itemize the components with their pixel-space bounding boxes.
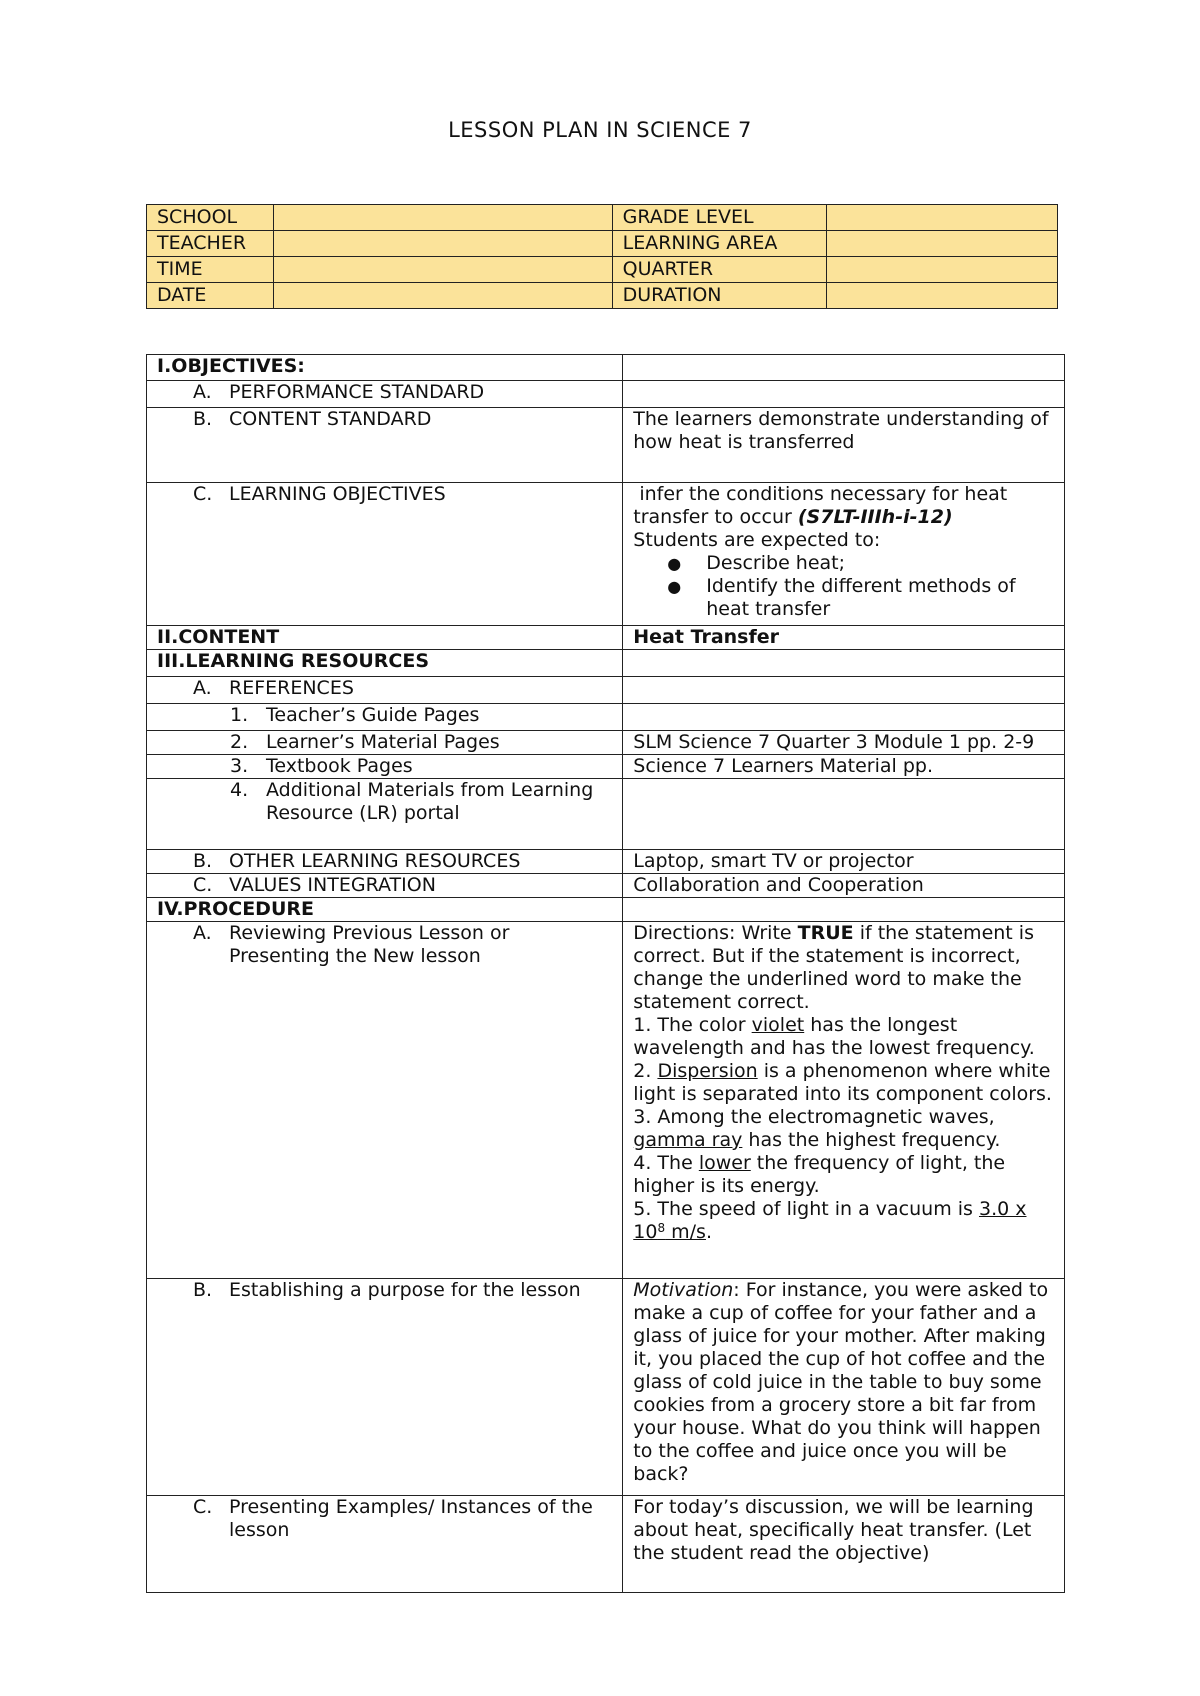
- learning-area-value[interactable]: [827, 231, 1058, 257]
- duration-label: DURATION: [612, 283, 827, 309]
- reviewing-lesson-row: [147, 922, 623, 1279]
- performance-standard-row: [147, 381, 623, 408]
- duration-value[interactable]: [827, 283, 1058, 309]
- learners-material-label: Learner’s Material Pages: [266, 731, 500, 753]
- content-standard-label: CONTENT STANDARD: [229, 408, 432, 430]
- textbook-label: Textbook Pages: [266, 755, 413, 777]
- reviewing-lesson-value: Directions: Write TRUE if the statement is correct. But if the statement is incorrect, change the underlined word to make the statement correct. 1. The color violet has the longest wavelength and has the lowest frequency. 2. Dispersion is a phenomenon where white light is separated into its component colors. 3. Among the electromagnetic waves, gamma ray has the highest frequency. 4. The lower the frequency of light, the higher is its energy. 5. The speed of light in a vacuum is 3.0 x $10^8$ m/s.: [623, 922, 1065, 1279]
- establishing-purpose-value: [623, 1279, 1065, 1496]
- objectives-heading: I.OBJECTIVES:: [147, 355, 623, 381]
- time-value[interactable]: [274, 257, 613, 283]
- establishing-purpose-mark: B.: [193, 1279, 213, 1301]
- reviewing-lesson-label: Reviewing Previous Lesson or Presenting the New lesson: [229, 922, 510, 967]
- other-resources-row: [147, 850, 623, 874]
- references-label: REFERENCES: [229, 677, 354, 699]
- expected-text: Students are expected to:: [633, 529, 881, 551]
- grade-level-label: GRADE LEVEL: [612, 205, 827, 231]
- values-integration-value: Collaboration and Cooperation: [623, 874, 1065, 898]
- textbook-value: Science 7 Learners Material pp.: [623, 755, 1065, 779]
- question-4: 4. The lower the frequency of light, the higher is its energy.: [633, 1152, 1012, 1197]
- teachers-guide-value: [623, 704, 1065, 731]
- content-heading: II.CONTENT: [147, 626, 623, 650]
- grade-level-value[interactable]: [827, 205, 1058, 231]
- teachers-guide-row: [147, 704, 623, 731]
- teacher-value[interactable]: [274, 231, 613, 257]
- motivation-label: Motivation: [633, 1279, 734, 1301]
- additional-materials-value: [623, 779, 1065, 850]
- motivation-text: : For instance, you were asked to make a cup of coffee for your father and a glass of juice for your mother. After making it, you placed the cup of hot coffee and the glass of cold juice in the table to buy some cookies from a grocery store a bit far from your house. What do you think will happen to the coffee and juice once you will be back?: [633, 1279, 1049, 1485]
- question-5: 5. The speed of light in a vacuum is 3.0 x $10^8$ m/s.: [633, 1198, 1027, 1243]
- additional-materials-row: [147, 779, 623, 850]
- performance-standard-mark: A.: [193, 381, 212, 403]
- bullet-icon: ●: [667, 577, 682, 596]
- content-standard-row: [147, 408, 623, 483]
- school-label: SCHOOL: [147, 205, 274, 231]
- additional-materials-label: Additional Materials from Learning Resource (LR) portal: [266, 779, 594, 824]
- content-standard-value: The learners demonstrate understanding of how heat is transferred: [623, 408, 1065, 483]
- objective-bullet-list: [633, 552, 1054, 621]
- question-2: 2. Dispersion is a phenomenon where white light is separated into its component colors.: [633, 1060, 1057, 1105]
- values-integration-mark: C.: [193, 874, 213, 896]
- presenting-examples-value: For today’s discussion, we will be learning about heat, specifically heat transfer. (Let the student read the objective): [623, 1496, 1065, 1593]
- objectives-heading-value: [623, 355, 1065, 381]
- date-label: DATE: [147, 283, 274, 309]
- question-1: 1. The color violet has the longest wavelength and has the lowest frequency.: [633, 1014, 1035, 1059]
- learning-objectives-label: LEARNING OBJECTIVES: [229, 483, 446, 505]
- bullet-icon: ●: [667, 554, 682, 573]
- content-standard-mark: B.: [193, 408, 213, 430]
- objective-text: infer the conditions necessary for heat transfer to occur: [633, 483, 1014, 528]
- teacher-label: TEACHER: [147, 231, 274, 257]
- references-mark: A.: [193, 677, 212, 699]
- values-integration-label: VALUES INTEGRATION: [229, 874, 436, 896]
- objective-bullet: ● Describe heat;: [667, 552, 846, 574]
- presenting-examples-mark: C.: [193, 1496, 213, 1518]
- references-value: [623, 677, 1065, 704]
- learning-objectives-value: [623, 483, 1065, 626]
- competency-code: (S7LT-IIIh-i-12): [797, 506, 953, 528]
- additional-materials-mark: 4.: [230, 779, 249, 801]
- question-3: 3. Among the electromagnetic waves, gamma ray has the highest frequency.: [633, 1106, 1001, 1151]
- presenting-examples-row: [147, 1496, 623, 1593]
- learners-material-value: SLM Science 7 Quarter 3 Module 1 pp. 2-9: [623, 731, 1065, 755]
- page-title: LESSON PLAN IN SCIENCE 7: [448, 118, 752, 142]
- learners-material-row: [147, 731, 623, 755]
- establishing-purpose-label: Establishing a purpose for the lesson: [229, 1279, 581, 1301]
- other-resources-label: OTHER LEARNING RESOURCES: [229, 850, 521, 872]
- quarter-label: QUARTER: [612, 257, 827, 283]
- lesson-plan-table: [146, 354, 1065, 1593]
- teachers-guide-mark: 1.: [230, 704, 249, 726]
- other-resources-value: Laptop, smart TV or projector: [623, 850, 1065, 874]
- learners-material-mark: 2.: [230, 731, 249, 753]
- quarter-value[interactable]: [827, 257, 1058, 283]
- resources-heading: III.LEARNING RESOURCES: [147, 650, 623, 677]
- learning-area-label: LEARNING AREA: [612, 231, 827, 257]
- procedure-heading-value: [623, 898, 1065, 922]
- info-table: [146, 204, 1058, 309]
- performance-standard-value: [623, 381, 1065, 408]
- references-row: [147, 677, 623, 704]
- establishing-purpose-row: [147, 1279, 623, 1496]
- content-value: Heat Transfer: [623, 626, 1065, 650]
- learning-objectives-mark: C.: [193, 483, 213, 505]
- textbook-mark: 3.: [230, 755, 249, 777]
- presenting-examples-label: Presenting Examples/ Instances of the lesson: [229, 1496, 593, 1541]
- values-integration-row: [147, 874, 623, 898]
- date-value[interactable]: [274, 283, 613, 309]
- school-value[interactable]: [274, 205, 613, 231]
- performance-standard-label: PERFORMANCE STANDARD: [229, 381, 485, 403]
- resources-heading-value: [623, 650, 1065, 677]
- teachers-guide-label: Teacher’s Guide Pages: [266, 704, 480, 726]
- learning-objectives-row: [147, 483, 623, 626]
- procedure-heading: IV.PROCEDURE: [147, 898, 623, 922]
- objective-bullet: ● Identify the different methods of heat transfer: [667, 575, 1016, 620]
- true-keyword: TRUE: [797, 922, 854, 944]
- other-resources-mark: B.: [193, 850, 213, 872]
- textbook-row: [147, 755, 623, 779]
- time-label: TIME: [147, 257, 274, 283]
- reviewing-lesson-mark: A.: [193, 922, 212, 944]
